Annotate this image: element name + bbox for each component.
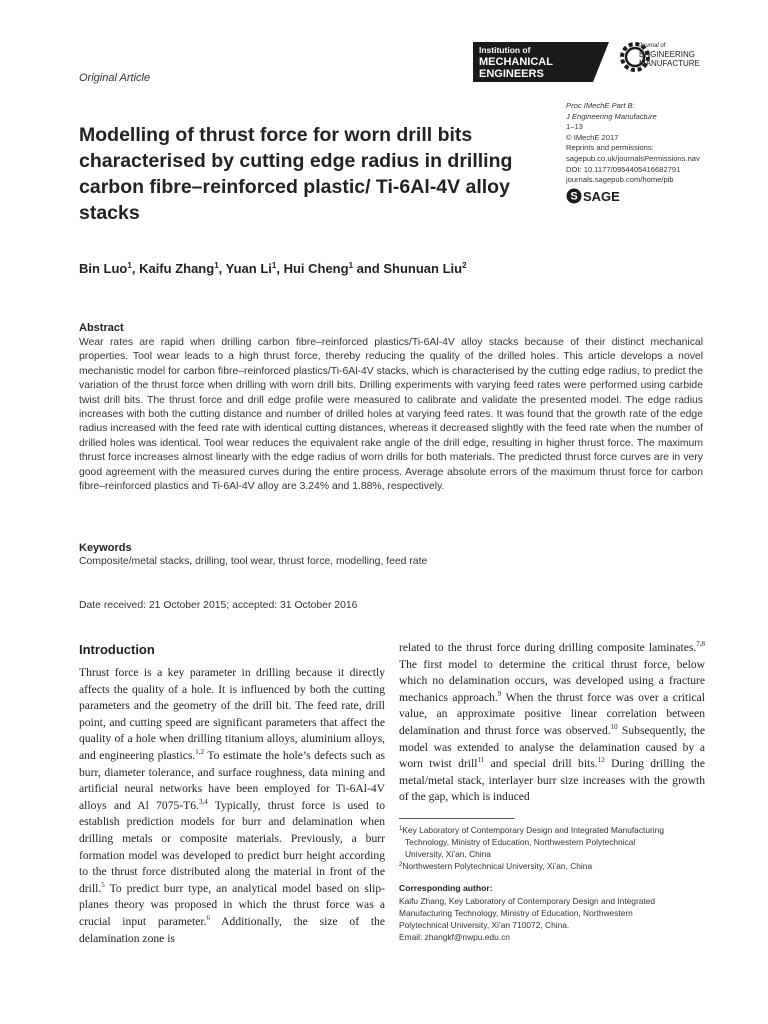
affiliation-2: $^2$Northwestern Polytechnical University, Xi’an, China bbox=[399, 861, 593, 871]
corresponding-author-heading: Corresponding author: bbox=[399, 883, 493, 893]
meta-doi[interactable]: DOI: 10.1177/0954405416682791 bbox=[566, 164, 681, 174]
publisher-logo-line3: ENGINEERS bbox=[479, 68, 544, 80]
journal-logo-line1: Journal of bbox=[639, 43, 666, 49]
paper-title: Modelling of thrust force for worn drill bits characterised by cutting edge radius in drilling carbon fibre–reinforced plastic/ Ti-6Al-4V alloy stacks bbox=[79, 124, 513, 224]
dates-line: Date received: 21 October 2015; accepted: 31 October 2016 bbox=[79, 600, 358, 611]
citation-ref[interactable]: 1,2 bbox=[195, 747, 205, 756]
citation-ref[interactable]: 6 bbox=[206, 913, 211, 922]
introduction-heading: Introduction bbox=[79, 642, 155, 657]
meta-journal-line2: J Engineering Manufacture bbox=[566, 111, 657, 121]
article-type: Original Article bbox=[79, 72, 151, 84]
citation-ref[interactable]: 10 bbox=[610, 722, 618, 731]
abstract-heading: Abstract bbox=[79, 322, 124, 334]
introduction-left-column: Thrust force is a key parameter in drilling because it directly affects the quality of a hole. It is influenced by both the cutting parameters and the geometry of the drill bit. The feed rate, drill point, and cutting speed are significant parameters that affect the quality of a hole when drilling titanium alloys, aluminium alloys, and engineering plastics.$^{1,2}$ To estimate the hole’s defects such as burr, diameter tolerance, and surface roughness, data mining and artificial neural networks have been employed for Ti-6Al-4V alloys and Al 7075-T6.$^{3,4}$ Typically, thrust force is used to establish prediction models for burr and delamination when drilling metals or composite materials. Previously, a burr formation model was developed to predict burr height according to the thrust force distributed along the material in front of the drill.$^5$ To predict burr type, an analytical model based on slip-planes theory was proposed in which the thrust force was a crucial input parameter.$^6$ Additionally, the size of the delamination zone is bbox=[79, 666, 386, 945]
author-name: Shunuan Liu bbox=[383, 261, 463, 276]
introduction-right-column: related to the thrust force during drilling composite laminates.$^{7,8}$ The first model to determine the critical thrust force, below which no delamination occurs, was developed using a fracture mechanics approach.$^9$ When the thrust force was over a critical value, an approximate positive linear correlation between delamination and thrust force was observed.$^{10}$ Subsequently, the model was extended to analyse the delamination caused by a worn twist drill$^{11}$ and special drill bits.$^{12}$ During drilling the metal/metal stack, interlayer burr size increases with the growth of the gap, which is induced bbox=[399, 640, 705, 804]
meta-pages: 1–13 bbox=[566, 122, 583, 132]
meta-reprints: Reprints and permissions: bbox=[566, 143, 654, 153]
abstract-text: Wear rates are rapid when drilling carbon fibre–reinforced plastics/Ti-6Al-4V alloy stacks because of their distinct mechanical properties. Tool wear leads to a high thrust force, thereby reducing the quality of the drilled holes. This article develops a novel mechanistic model for carbon fibre–reinforced plastics/Ti-6Al-4V stacks, which is characterised by the cutting edge radius, to predict the variation of the thrust force when drilling with worn drill bits. Drilling experiments with varying feed rates were performed using carbide twist drill bits. The thrust force and drill edge profile were measured to calibrate and validate the presented model. The edge radius increases with both the cutting distance and number of drilled holes at varying feed rates. It was found that the growth rate of the edge radius increased with the feed rate with identical cutting distances, whereas it decreased slightly with the feed rate when the number of drilled holes was identical. Tool wear reduces the equivalent rake angle of the drill edge, resulting in higher thrust force. The maximum thrust force increases almost linearly with the edge radius of worn drills for both materials. The predicted thrust force curves are in very good agreement with the measured curves during the entire process. Average absolute errors of the maximum thrust force for carbon fibre–reinforced plastics and Ti-6Al-4V alloy are 3.24% and 1.88%, respectively. bbox=[79, 337, 703, 493]
journal-logo bbox=[619, 33, 709, 83]
meta-journal-line1: Proc IMechE Part B: bbox=[566, 101, 635, 110]
author-name: Yuan Li bbox=[225, 261, 272, 276]
keywords-heading: Keywords bbox=[79, 542, 132, 554]
affiliation-1: $^1$Key Laboratory of Contemporary Design and Integrated Manufacturing bbox=[399, 825, 664, 835]
citation-ref[interactable]: 11 bbox=[477, 756, 485, 765]
journal-logo-line3: MANUFACTURE bbox=[639, 59, 700, 68]
meta-reprints-url[interactable]: sagepub.co.uk/journalsPermissions.nav bbox=[566, 153, 700, 163]
citation-ref[interactable]: 12 bbox=[597, 756, 605, 765]
author-affiliation-marker: 1 bbox=[271, 261, 277, 270]
corresponding-line: Manufacturing Technology, Ministry of Education, Northwestern bbox=[399, 908, 633, 918]
publisher-logo-line2: MECHANICAL bbox=[479, 56, 553, 68]
publisher-logo-line1: Institution of bbox=[479, 45, 531, 55]
author-affiliation-marker: 1 bbox=[214, 261, 219, 270]
citation-ref[interactable]: 5 bbox=[101, 880, 105, 889]
citation-ref[interactable]: 9 bbox=[497, 689, 502, 698]
journal-logo-line2: ENGINEERING bbox=[639, 50, 696, 59]
author-affiliation-marker: 2 bbox=[462, 261, 467, 270]
sage-logo bbox=[566, 187, 626, 205]
author-affiliation-marker: 1 bbox=[127, 261, 132, 270]
corresponding-line: Polytechnical University, Xi’an 710072, China. bbox=[399, 920, 570, 930]
journal-meta bbox=[566, 101, 736, 186]
author-name: Hui Cheng bbox=[283, 261, 349, 276]
meta-journal-url[interactable]: journals.sagepub.com/home/pib bbox=[566, 175, 674, 185]
affiliation-1-line3: University, Xi’an, China bbox=[405, 849, 491, 859]
imeche-logo bbox=[473, 42, 609, 82]
citation-ref[interactable]: 7,8 bbox=[696, 640, 705, 648]
footnote-divider bbox=[399, 818, 515, 819]
svg-text:S: S bbox=[570, 190, 578, 203]
corresponding-line: Kaifu Zhang, Key Laboratory of Contemporary Design and Integrated bbox=[399, 896, 656, 906]
citation-ref[interactable]: 3,4 bbox=[198, 797, 208, 806]
affiliations bbox=[399, 824, 729, 872]
affiliation-1-line2: Technology, Ministry of Education, Northwestern Polytechnical bbox=[405, 837, 636, 847]
sage-logo-text: SAGE bbox=[583, 189, 620, 204]
author-affiliation-marker: 1 bbox=[348, 261, 354, 270]
meta-copyright: © IMechE 2017 bbox=[566, 132, 619, 142]
corresponding-email[interactable]: Email: zhangkf@nwpu.edu.cn bbox=[399, 932, 510, 942]
author-name: Bin Luo bbox=[79, 261, 128, 276]
author-list: Bin Luo$^1$, Kaifu Zhang$^1$, Yuan Li$^1$, Hui Cheng$^1$ and Shunuan Liu$^2$ bbox=[79, 261, 467, 276]
keywords-text: Composite/metal stacks, drilling, tool wear, thrust force, modelling, feed rate bbox=[79, 556, 428, 567]
corresponding-author-details bbox=[399, 895, 729, 943]
author-name: Kaifu Zhang bbox=[139, 261, 215, 276]
